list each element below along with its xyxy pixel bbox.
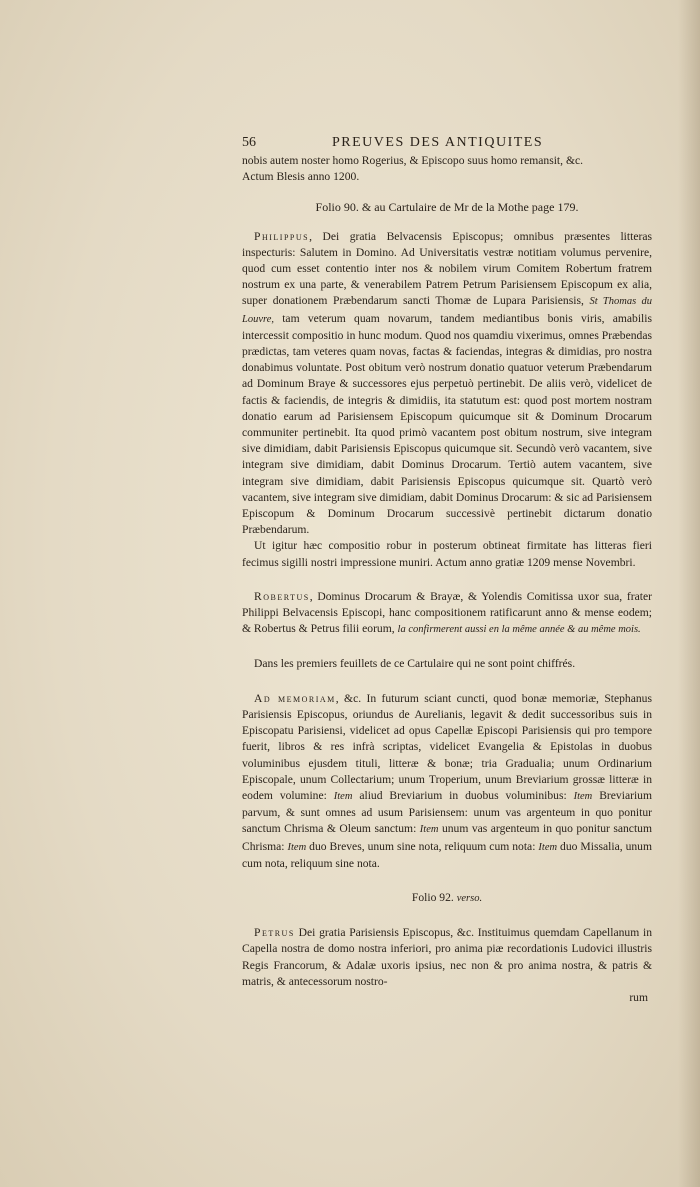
- intro-line-2: Actum Blesis anno 1200.: [242, 170, 360, 184]
- petrus-paragraph: [242, 925, 652, 990]
- running-head: [242, 135, 652, 153]
- ad-memoriam-lead: Ad memoriam: [254, 691, 336, 705]
- ad-memoriam-text: , &c. In futurum sciant cuncti, quod bonæ memoriæ, Stephanus Parisiensis Episcopus, oriundus de Aurelianis, legavit & dedit successoribus suis in Episcopatu Parisiensi, videlicet ad opus Capellæ Episcopi Parisiensis qui pro tempore fuerit, libros & res infrà scriptas, videlicet Evangelia & Epistolas in duobus voluminibus ejusdem tituli, litteræ & bonæ; tria Gradualia; unum Ordinarium Episcopale, unum Collectarium; unum Troperium, unum Breviarium grossæ litteræ in eodem volumine:: [242, 691, 652, 802]
- robertus-gloss: la confirmerent aussi en la même année & au même mois.: [397, 624, 641, 636]
- philippus-lead: Philippus: [254, 229, 310, 243]
- page-edge-shadow: [678, 0, 700, 1187]
- spacer: [242, 673, 652, 691]
- robertus-text: , Dominus Drocarum & Brayæ, & Yolendis Comitissa uxor sua, frater Philippi Belvacensis Episcopi, hanc compositionem ratificarunt anno & mense eodem; & Robertus & Petrus filii eorum,: [242, 589, 652, 636]
- philippus-text-a: , Dei gratia Belvacensis Episcopus; omnibus præsentes litteras inspecturis: Salutem in Domino. Ad Universitatis vestræ notitiam volumus pervenire, quod cum esset contentio inter nos & nobilem virum Comitem Robertum fratrem nostrum ex una parte, & venerabilem Patrem Petrum Parisiensem Episcopum ex alia, super donationem Præbendarum sancti Thomæ de Lupara Parisiensis,: [242, 229, 652, 308]
- petrus-text: Dei gratia Parisiensis Episcopus, &c. Instituimus quemdam Capellanum in Capella nostra de domo nostra inferiori, pro anima piæ recordationis Ludovici illustris Regis Francorum, & Adalæ uxoris ipsius, nec non & pro anima nostra, & patris & matris, & antecessorum nostro-: [242, 926, 652, 988]
- book-page: [242, 135, 652, 1006]
- folio-reference-92: [242, 890, 652, 907]
- philippus-charter: [242, 229, 652, 539]
- robertus-lead: Robertus: [254, 589, 310, 603]
- robertus-paragraph: [242, 589, 652, 639]
- item-word: Item: [419, 824, 439, 836]
- ad-memoriam-text: unum vas argenteum in quo ponitur sanctum Chrisma:: [242, 822, 652, 853]
- spacer: [242, 571, 652, 589]
- ad-memoriam-text: duo Breves, unum sine nota, reliquum cum nota:: [306, 839, 539, 853]
- ad-memoriam-paragraph: [242, 691, 652, 872]
- intro-line-1: nobis autem noster homo Rogerius, & Episcopo suus homo remansit, &c.: [242, 154, 584, 167]
- folio-92-text: Folio 92.: [411, 890, 454, 904]
- item-word: Item: [333, 790, 353, 802]
- folio-92-verso: verso.: [456, 892, 483, 904]
- philippus-gloss: St Thomas du Louvre,: [242, 296, 652, 325]
- ad-memoriam-text: duo Missalia, unum cum nota, reliquum sine nota.: [242, 839, 652, 870]
- running-head-title: PREUVES DES ANTIQUITES: [332, 135, 544, 150]
- spacer: [242, 872, 652, 890]
- petrus-lead: Petrus: [254, 926, 295, 940]
- folio-reference-90: Folio 90. & au Cartulaire de Mr de la Mothe page 179.: [315, 200, 579, 215]
- page-number: 56: [242, 135, 256, 150]
- philippus-text-b: tam veterum quam novarum, tandem mediantibus bonis viris, amabilis intercessit compositio in hunc modum. Quod nos quamdiu vixerimus, omnes Præbendas prædictas, tam veteres quam novas, factas & faciendas, integras & dimidias, pro nostra donabimus voluntate. Post obitum verò nostrum donatio quatuor veterum Præbendarum ad Dominum Braye & successores ejus perpetuò pertinebit. De aliis verò, videlicet de factis & faciendis, de integris & dimidiis, ita statutum est: quod post mortem nostram donatio earum ad Parisiensem Episcopum quicumque sit & Dominum Drocarum communiter pertinebit. Ita quod primò vacantem post obitum nostrum, sive integram sive dimidiam, dabit Parisiensis Episcopus quicumque sit. Secundò verò vacantem, sive integram sive dimidiam, dabit Dominus Drocarum. Tertiò autem vacantem, sive integram sive dimidiam, dabit Parisiensis Episcopus quicumque sit. Quartò verò vacantem, sive integram sive dimidiam, dabit Dominus Drocarum: & sic ad Parisiensem Episcopum & Dominum Drocarum successivè pertinebit dictarum donatio Præbendarum.: [242, 311, 652, 537]
- item-word: Item: [538, 841, 558, 853]
- ad-memoriam-text: Breviarium parvum, & sunt omnes ad usum Parisiensem: unum vas argenteum in quo ponitur sanctum Chrisma & Oleum sanctum:: [242, 788, 652, 836]
- spacer: [242, 907, 652, 925]
- ad-memoriam-text: aliud Breviarium in duobus voluminibus:: [352, 788, 574, 802]
- ut-igitur-paragraph: Ut igitur hæc compositio robur in posterum obtineat firmitate has litteras fieri fecimus sigilli nostri impressione muniri. Actum anno gratiæ 1209 mense Novembri.: [242, 539, 652, 569]
- cartulaire-note: Dans les premiers feuillets de ce Cartulaire qui ne sont point chiffrés.: [254, 657, 576, 671]
- spacer: [242, 638, 652, 656]
- catchword: rum: [629, 990, 648, 1004]
- item-word: Item: [287, 841, 307, 853]
- item-word: Item: [573, 790, 593, 802]
